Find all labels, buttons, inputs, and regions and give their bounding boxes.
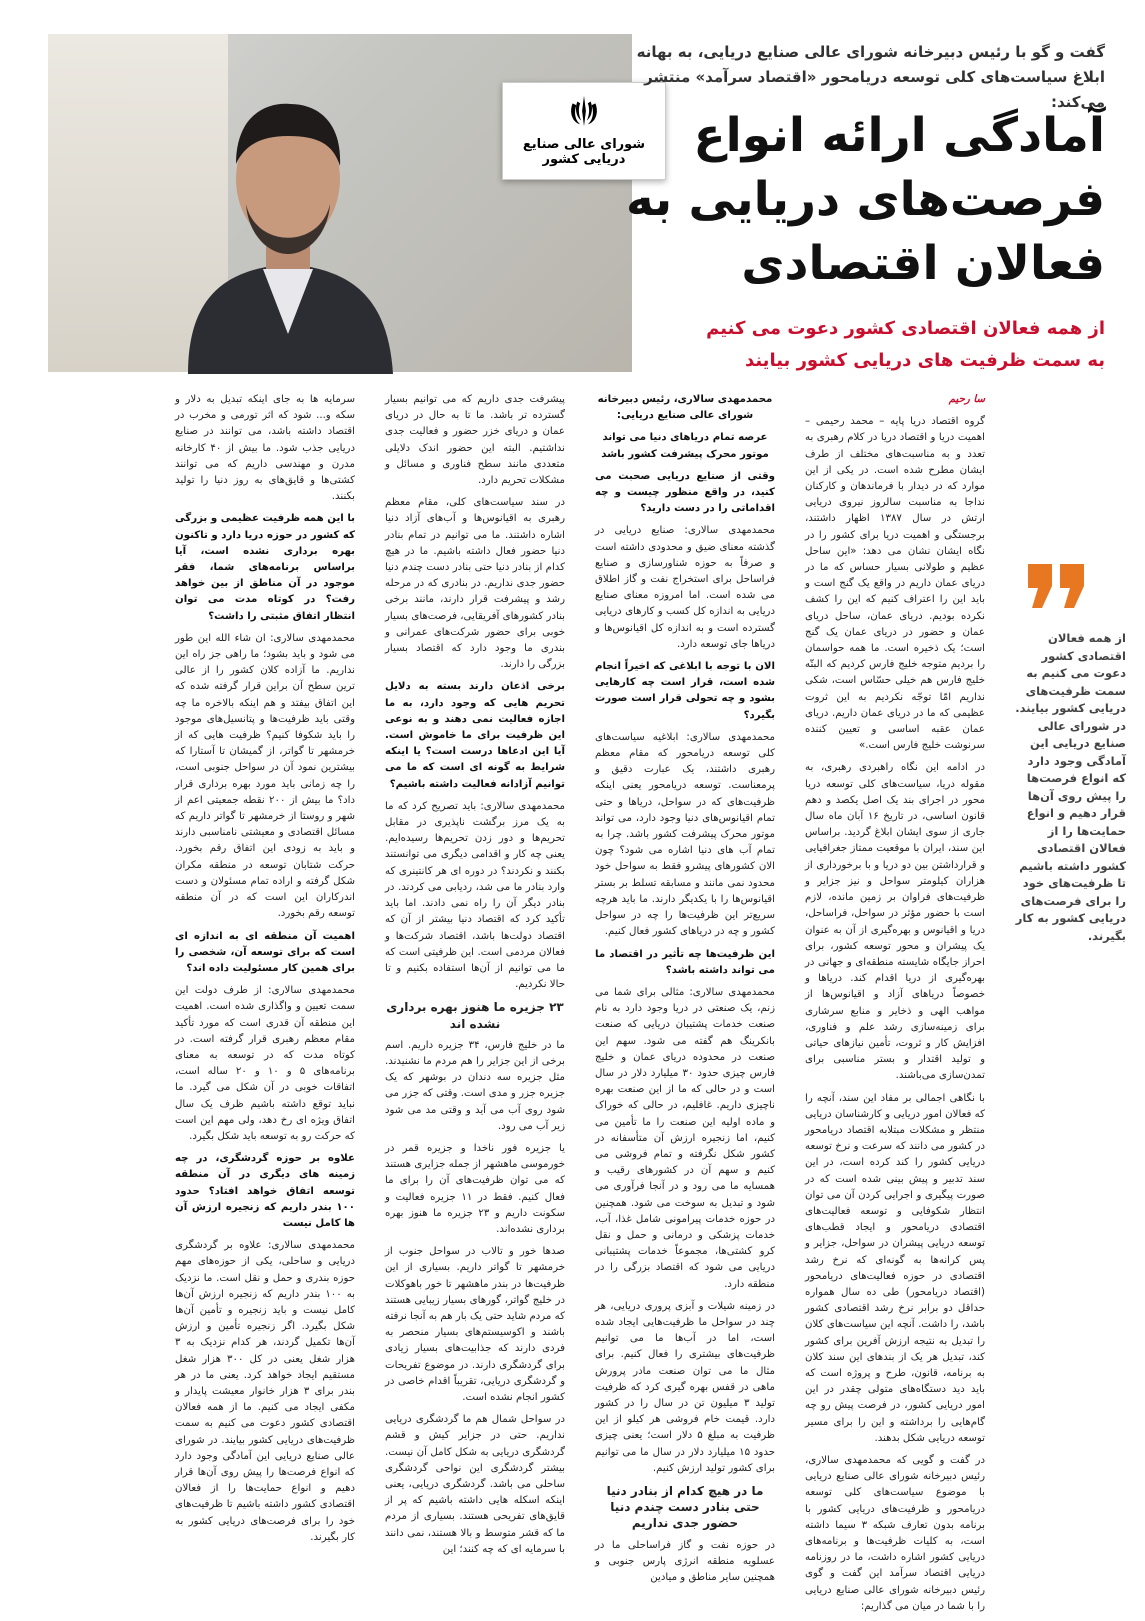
answer: محمدمهدی سالاری: مثالی برای شما می زنم، یک صنعتی در دریا وجود دارد به نام صنعت خدمات پشتیبان دریایی که صنعت بانکرینگ هم گفته می شود. سهم این صنعت در محدوده دریای عمان و خلیج فارس چیزی حدود ۳۰ میلیارد دلار در سال است و در حالی که ما از این صنعت بهره ناچیزی داریم. غافلیم، در حالی که خوراک و ماده اولیه این صنعت را ما تأمین می کنیم، اما زنجیره ارزش آن متأسفانه در کشور شکل نگرفته و تمام فروشی می کنیم و سهم آن در کشورهای رقیب و همسایه ما می رود و در آنجا فرآوری می شود و تبدیل به سوخت می شود. همچنین در حوزه خدمات پیرامونی شامل غذا، آب، خدمات پزشکی و درمانی و حمل و نقل کرو کشتی‌ها، مجموعاً خدمات پشتیبانی دریایی می شود که اقتصاد بزرگی را در منطقه دارد. xyxy=(595,986,775,1290)
paragraph: در گفت و گویی که محمدمهدی سالاری، رئیس دبیرخانه شورای عالی صنایع دریایی با موضوع سیاست‌های کلی توسعه دریامحور و ظرفیت‌های دریایی کشور با برنامه بدون تعارف شبکه ۳ سیما داشته است، به کلیات ظرفیت‌ها و برنامه‌های دریایی کشور اشاره داشت، ما در روزنامه دریایی اقتصاد سرآمد این گفت و گوی رئیس دبیرخانه شورای عالی صنایع دریایی را با شما در میان می گذاریم: xyxy=(805,1455,985,1612)
column-3 xyxy=(385,392,565,1564)
section-subtitle: عرصه تمام دریاهای دنیا می تواند موتور محرک پیشرفت کشور باشد xyxy=(601,432,769,460)
column-1 xyxy=(805,392,985,1621)
intro-paragraph: گروه اقتصاد دریا پایه – محمد رحیمی – اهمیت دریا و اقتصاد دریا در کلام رهبری به تعدد و به مناسبت‌های مختلف از طرف ایشان مطرح شده است. در یکی از این موارد که در دیدار با فرماندهان و کارکنان نداجا به مناسبت سالروز نیروی دریایی ارتش در سال ۱۳۸۷ اظهار داشتند، برجستگی و اهمیت دریا برای کشور را در نگاه ایشان نشان می دهد: «این ساحل عظیم و طولانی بسیار حساس که ما در دریای عمان داریم در واقع یک گنج است و باید این را اعتراف کنیم که این را کشف نکرده بودیم. دریای عمان، ساحل دریای عمان و حضور در دریای عمان یک گنج است؛ یک ذخیره است. ما همه حواسمان را بردیم متوجه خلیج فارس کردیم که البتّه خلیج فارس هم خیلی حسّاس است، شکی نداریم امّا توجّه نکردیم به این ثروت عظیمی که ما در دریای عمان داریم. دریای عمان عقبه اساسی و تعیین کننده سرنوشت خلیج فارس است.» xyxy=(805,416,985,752)
question: برخی اذعان دارند بسته به دلایل تحریم هایی که وجود دارد، به ما اجازه فعالیت نمی دهند و به نوعی این ظرفیت برای ما خاموش است. آیا این ادعاها درست است؟ یا اینکه شرایط به گونه ای است که ما می توانیم آزادانه فعالیت داشته باشیم؟ xyxy=(385,681,565,790)
paragraph: در ادامه این نگاه راهبردی رهبری، به مقوله دریا، سیاست‌های کلی توسعه دریا محور در اجرای بند یک اصل یکصد و دهم قانون اساسی، در تاریخ ۱۶ آبان ماه سال جاری از سوی ایشان ابلاغ گردید. براساس این سند، ایران با موقعیت ممتاز جغرافیایی و قرارداشتن بین دو دریا و با برخورداری از هزاران کیلومتر سواحل و نیز جزایر و ظرفیت‌های فراوان بر زمین مانده، لازم است با حضور مؤثر در سواحل، فراساحل، دریا و اقیانوس و بهره‌گیری از آن به عنوان یک پیشران و محور توسعه کشور، برای احراز جایگاه شایسته منطقه‌ای و جهانی در بهره‌گیری از دریا اقدام کند. دریاها و خصوصاً دریاهای آزاد و اقیانوس‌ها از مواهب الهی و ذخایر و منابع سرشاری برای زمینه‌سازی رشد علم و فناوری، افزایش کار و ثروت، تأمین نیازهای حیاتی و تولید اقتدار و بستر مناسبی برای تمدن‌سازی می‌باشند. xyxy=(805,762,985,1082)
author-signature: سا رحیم xyxy=(948,394,985,405)
section-subhead: ۲۳ جزیره ما هنوز بهره برداری نشده اند xyxy=(386,1000,564,1031)
answer: محمدمهدی سالاری: ان شاء الله این طور می شود و باید بشود؛ ما راهی جز راه این نداریم. ما آزاده کلان کشور را از عالی ترین سطح آن براین قرار گرفته شده که این اتفاق بیفتد و هم اینکه بالاخره ما چه وقتی باید ظرفیت‌ها و پتانسیل‌های موجود را باید شکوفا کنیم؟ ظرفیت هایی که از خرمشهر تا گواتر، از گمیشان تا آستارا که بیشترین نمود آن در سواحل جنوبی است، را چه زمانی باید مورد بهره برداری قرار داد؟ ما بیش از ۲۰۰ نقطه جمعیتی اعم از شهر و روستا از خرمشهر تا گواتر داریم که مسائل اقتصادی و معیشتی نامناسبی دارند و باید به زودی این اتفاق رقم بخورد. حرکت شتابان توسعه در منطقه مکران شکل گرفته و اراده تمام مسئولان و دست اندرکاران این است که در آن منطقه توسعه رقم بخورد. xyxy=(175,632,355,920)
question: الان با توجه با ابلاغی که اخیراً انجام شده است، قرار است چه کارهایی بشود و چه تحولی قرار است صورت بگیرد؟ xyxy=(595,661,775,721)
answer: پیشرفت جدی داریم که می توانیم بسیار گسترده تر باشد. ما تا به حال در دریای عمان و دریای خزر حضور و فعالیت جدی نداشتیم. البته این حضور اندک دلایلی متعددی مانند سطح فناوری و مسائل و مشکلات تحریم دارد. xyxy=(385,394,565,487)
question: با این همه ظرفیت عظیمی و بزرگی که کشور در حوزه دریا دارد و تاکنون بهره برداری نشده است، آیا براساس برنامه‌های شما، فقر موجود در آن مناطق از بین خواهد رفت؟ در کوتاه مدت می توان انتظار اتفاق مثبتی را داشت؟ xyxy=(175,513,355,622)
logo-caption: شورای عالی صنایع دریایی کشور xyxy=(522,137,646,167)
question: اهمیت آن منطقه ای به اندازه ای است که برای توسعه آن، شخصی را برای همین کار مسئولیت داده اند؟ xyxy=(175,930,355,974)
answer: در سواحل شمال هم ما گردشگری دریایی نداریم. حتی در جزایر کیش و قشم گردشگری دریایی به شکل کامل آن نیست. بیشتر گردشگری این نواحی گردشگری ساحلی می باشد. گردشگری دریایی، یعنی اینکه اسکله هایی داشته باشیم که پر از قایق‌های تفریحی هستند. بسیاری از مردم ما که قشر متوسط و بالا هستند، نمی دانند با سرمایه ای که چه کنند؛ این xyxy=(385,1414,565,1555)
answer: محمدمهدی سالاری: از طرف دولت این سمت تعیین و واگذاری شده است. اهمیت این منطقه آن قدری است که مورد تأکید مقام معظم رهبری قرار گرفته است. در کوتاه مدت که در توسعه به معنای برنامه‌های ۵ و ۱۰ و ۲۰ ساله است، اتفاقات خوبی در آن شکل می گیرد. ما نباید توقع داشته باشیم ظرف یک سال اتفاق ویژه ای رخ دهد، ولی مهم این است که حرکت رو به توسعه باید شکل بگیرد. xyxy=(175,985,355,1142)
answer: در زمینه شیلات و آبزی پروری دریایی، هر چند در سواحل ما ظرفیت‌هایی ایجاد شده است، اما در آب‌ها ما می توانیم ظرفیت‌های بیشتری را فعال کنیم. برای مثال ما می توان صنعت مادر پرورش ماهی در قفس بهره گیری کرد که ظرفیت تولید ۳ میلیون تن در سال را در کشور دارد. قیمت خام فروشی هر کیلو از این ظرفیت به مبلغ ۵ دلار است؛ یعنی چیزی حدود ۱۵ میلیارد دلار در سال ما می توانیم برای کشور تولید ارزش کنیم. xyxy=(595,1300,775,1474)
answer: سرمایه ها به جای اینکه تبدیل به دلار و سکه و... شود که اثر تورمی و مخرب در اقتصاد داشته باشد، می توانند در صنایع دریایی جذب شود. ما بیش از ۴۰ کارخانه مدرن و مهندسی داریم که می توانند کشتی‌ها و قایق‌های به روز دنیا را تولید بکنند. xyxy=(175,394,356,503)
question: وقتی از صنایع دریایی صحبت می کنید، در واقع منظور چیست و چه اقداماتی را در دست دارید؟ xyxy=(595,470,775,515)
interviewee-title: محمدمهدی سالاری، رئیس دبیرخانه شورای عالی صنایع دریایی: xyxy=(597,394,773,422)
answer: صدها خور و تالاب در سواحل جنوب از خرمشهر تا گواتر داریم. بسیاری از این ظرفیت‌ها در بندر ماهشهر تا خور باهوکلات در خلیج گواتر، گورهای بسیار زیبایی هستند که مردم شاید حتی یک بار هم به آنجا نرفته باشند و اکوسیستم‌های بسیار منحصر به فردی دارند که جذابیت‌های بسیار زیادی برای گردشگری دارند. در موضوع تفریحات و گردشگری دریایی، تقریباً اقدام خاصی در کشور انجام نشده است. xyxy=(385,1246,565,1403)
column-2 xyxy=(595,392,775,1592)
paragraph: با نگاهی اجمالی بر مفاد این سند، آنچه را که فعالان امور دریایی و کارشناسان دریایی منتظر و مشکلات مبتلابه اقتصاد دریامحور در کشور می دانند که سرعت و نرخ توسعه دریایی کشور را کند کرده است، در این سند تدبیر و پیش بینی شده است که در صورت پیگیری و اجرایی کردن آن می توان انتظار شکوفایی و توسعه فعالیت‌های اقتصادی دریامحور و ایجاد قطب‌های توسعه دریایی پیشران در سواحل، جزایر و پس کرانه‌ها به گونه‌ای که نرخ رشد اقتصادی در حوزه فعالیت‌های دریامحور (اقتصاد دریامحور) طی ده سال همواره حداقل دو برابر نرخ رشد اقتصادی کشور باشد، را داشت. آنچه این سیاست‌های کلان را تبدیل به نتیجه ارزش آفرین برای کشور کند، تبدیل هر یک از بندهای این سند کلان به برنامه، قانون، طرح و پروژه است که باید دید دستگاه‌های متولی چقدر در این امور دریایی کشور، در فرصت پیش رو چه گام‌هایی را برداشته و این را برای مسیر توسعه دریایی شکل بدهند. xyxy=(805,1092,985,1444)
quote-mark-icon xyxy=(1024,560,1088,612)
column-4 xyxy=(175,392,355,1552)
answer: محمدمهدی سالاری: صنایع دریایی در گذشته معنای ضیق و محدودی داشته است و صرفاً به حوزه شناورسازی و صنایع فراساحل برای استخراج نفت و گاز اطلاق می شده است. اما امروزه معنای صنایع دریایی به اندازه کل کسب و کارهای دریایی گسترده است و به اندازه کل اقیانوس‌ها و دریاها جای توسعه دارد. xyxy=(595,525,775,650)
question: این ظرفیت‌ها چه تأثیر در اقتصاد ما می تواند داشته باشد؟ xyxy=(595,948,775,976)
question: علاوه بر حوزه گردشگری، در چه زمینه های دیگری در آن منطقه توسعه اتفاق خواهد افتاد؟ حدود ۱۰۰ بندر داریم که زنجیره ارزش آن ها کامل نیست xyxy=(175,1153,355,1229)
iran-emblem-icon xyxy=(565,91,603,131)
pull-quote: از همه فعالان اقتصادی کشور دعوت می کنیم به سمت ظرفیت‌های دریایی کشور بیایند. در شورای عالی صنایع دریایی این آمادگی وجود دارد که انواع فرصت‌ها را پیش روی آن‌ها قرار دهیم و انواع حمایت‌ها را از فعالان اقتصادی کشور داشته باشیم تا ظرفیت‌های خود را برای فرصت‌های دریایی کشور به کار بگیرند. xyxy=(1015,631,1126,943)
headline: آمادگی ارائه انواع فرصت‌های دریایی به فعالان اقتصادی xyxy=(625,108,1105,291)
answer: محمدمهدی سالاری: باید تصریح کرد که ما به یک مرز برگشت ناپذیری در مقابل تحریم‌ها و دور زدن تحریم‌ها رسیده‌ایم. یعنی چه کار و اقدامی دیگری می توانستند بکنند و نکردند؟ در دوره ای هر کانتینری که وارد بنادر ما می شد، ردیابی می کردند. در بنادر دیگر آن را راه نمی دادند. اما باید تأکید کرد که اقتصاد دنیا بیشتر از آن که اقتصاد دولت‌ها باشد، اقتصاد شرکت‌ها و فعالان مردمی است. این ظرفیتی است که ما می توانیم از آن‌ها استفاده بکنیم و تا حالا نکردیم. xyxy=(385,800,565,991)
subheadline-1: از همه فعالان اقتصادی کشور دعوت می کنیم xyxy=(706,318,1105,339)
section-subhead: ما در هیچ کدام از بنادر دنیا حتی بنادر دست چندم دنیا حضور جدی نداریم xyxy=(606,1484,764,1531)
answer: محمدمهدی سالاری: علاوه بر گردشگری دریایی و ساحلی، یکی از حوزه‌های مهم حوزه بندری و حمل و نقل است. ما نزدیک به ۱۰۰ بندر داریم که زنجیره ارزش آن‌ها کامل نیست و باید زنجیره و تأمین آن‌ها شکل بگیرد. اگر زنجیره تأمین و ارزش آن‌ها تکمیل گردند، هر کدام نزدیک به ۳ هزار شغل یعنی در کل ۳۰۰ هزار شغل مستقیم ایجاد خواهد کرد. یعنی ما در هر بندر برای ۳ هزار خانوار معیشت پایدار و مکفی ایجاد می کنیم. ما از همه فعالان اقتصادی کشور دعوت می کنیم به سمت ظرفیت‌های دریایی کشور بیایند. در شورای عالی صنایع دریایی این آمادگی وجود دارد که انواع فرصت‌ها را پیش روی آن‌ها قرار دهیم و انواع حمایت‌ها را از فعالان اقتصادی کشور داشته باشیم تا ظرفیت‌های خود را برای فرصت‌های دریایی کشور به کار بگیرند. xyxy=(175,1240,355,1543)
answer: ما در خلیج فارس، ۳۴ جزیره داریم. اسم برخی از این جزایر را هم مردم ما نشنیدند. مثل جزیره سه دندان در بوشهر که یک جزیره جزر و مدی است. وقتی که جزر می شود روی آب می آید و وقتی مد می شود زیر آب می رود. xyxy=(385,1039,565,1132)
answer: یا جزیره فور ناخدا و جزیره قمر در خورموسی ماهشهر از جمله جزایری هستند که می توان ظرفیت‌های آن را برای ما فعال کنیم. فقط در ۱۱ جزیره فعالیت و سکونت داریم و ۲۳ جزیره ما هنوز بهره برداری نشده‌اند. xyxy=(385,1142,565,1235)
answer: در سند سیاست‌های کلی، مقام معظم رهبری به اقیانوس‌ها و آب‌های آزاد دنیا اشاره داشتند. ما می توانیم در تمام بنادر دنیا حضور فعال داشته باشیم. ما در هیچ کدام از بنادر دنیا حتی بنادر دست چندم دنیا حضور جدی نداریم. در بنادری که در مرحله رشد و پیشرفت قرار دارند، مانند برخی بنادر کشورهای آفریقایی، فرصت‌های بسیار خوبی برای حضور شرکت‌های عمرانی و بندری ما وجود دارد که اقتصاد بسیار بزرگی را دارند. xyxy=(385,497,565,671)
speaker-portrait xyxy=(168,74,408,374)
kicker: گفت و گو با رئیس دبیرخانه شورای عالی صنایع دریایی، به بهانه ابلاغ سیاست‌های کلی توسعه دریامحور «اقتصاد سرآمد» منتشر می‌کند: xyxy=(636,43,1105,111)
subheadline-2: به سمت ظرفیت های دریایی کشور بیایند xyxy=(744,350,1105,371)
answer: محمدمهدی سالاری: ابلاغیه سیاست‌های کلی توسعه دریامحور که مقام معظم رهبری داشتند، یک عبارت دقیق و پرمعناست. توسعه دریامحور یعنی اینکه ظرفیت‌های که در سواحل، دریاها و حتی تمام اقیانوس‌های دنیا وجود دارد، می تواند موتور محرک پیشرفت کشور باشد. چرا به تمام آب های دنیا اشاره می شود؟ چون الان کشورهای پیشرو فقط به سواحل خود محدود نمی مانند و مسابقه تسلط بر بستر اقیانوس‌ها را با یکدیگر دارند. ما باید هرچه سریع‌تر این ظرفیت‌ها را چه در سواحل کشور و چه در دریاهای کشور فعال کنیم. xyxy=(595,731,775,938)
answer: در حوزه نفت و گاز فراساحلی ما در عسلویه منطقه انرژی پارس جنوبی و همچنین سایر مناطق و میادین xyxy=(595,1539,775,1584)
